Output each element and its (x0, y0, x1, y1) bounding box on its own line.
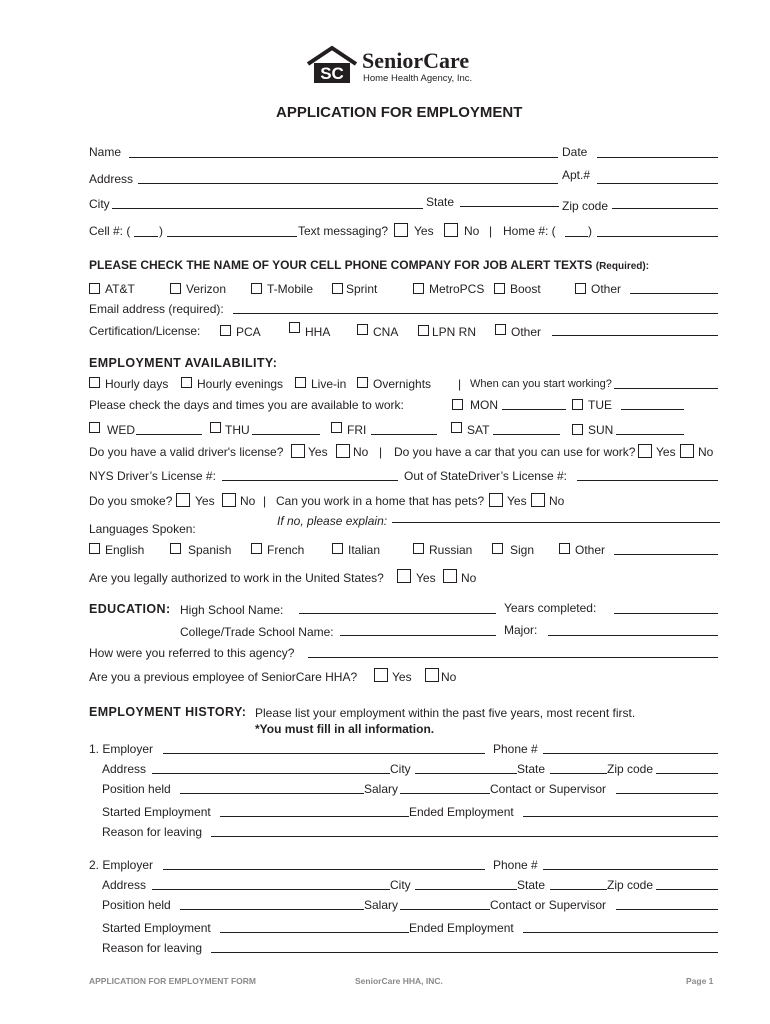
svg-text:Home Health Agency, Inc.: Home Health Agency, Inc. (363, 73, 473, 84)
employer-field[interactable] (163, 753, 485, 754)
carrier-verizon-label: Verizon (186, 282, 227, 296)
authorized-yes-label: Yes (416, 571, 436, 585)
day-sat-label: SAT (467, 423, 490, 437)
availability-heading: EMPLOYMENT AVAILABILITY: (89, 356, 278, 370)
cert-pca-label: PCA (236, 325, 261, 339)
employer-zip-field[interactable] (656, 889, 718, 890)
text-messaging-label: Text messaging? (298, 224, 389, 238)
day-tue-label: TUE (588, 398, 612, 412)
started-label: Started Employment (102, 805, 211, 819)
day-fri-label: FRI (347, 423, 367, 437)
name-field[interactable] (129, 157, 558, 158)
oos-license-field[interactable] (577, 480, 718, 481)
avail-live-in-checkbox[interactable] (295, 377, 306, 388)
license-no-checkbox[interactable] (336, 444, 350, 458)
separator: | (458, 377, 462, 391)
separator: | (489, 224, 493, 238)
avail-overnights-label: Overnights (373, 377, 432, 391)
day-thu-field[interactable] (252, 434, 320, 435)
zip-label: Zip code (562, 199, 609, 213)
date-field[interactable] (597, 157, 718, 158)
certification-label: Certification/License: (89, 324, 201, 338)
home-area-code-field[interactable] (565, 236, 588, 237)
pets-yes-label: Yes (507, 494, 527, 508)
major-field[interactable] (548, 635, 718, 636)
email-label: Email address (required): (89, 302, 224, 316)
text-messaging-no-label: No (464, 224, 480, 238)
lang-other-field[interactable] (614, 554, 718, 555)
education-heading: EDUCATION: (89, 602, 171, 616)
days-prompt: Please check the days and times you are available to work: (89, 398, 404, 412)
carrier-verizon-checkbox[interactable] (170, 283, 181, 294)
carrier-metropcs-checkbox[interactable] (413, 283, 424, 294)
carrier-att-label: AT&T (105, 282, 135, 296)
smoke-yes-label: Yes (195, 494, 215, 508)
position-label: Position held (102, 782, 171, 796)
previous-no-label: No (441, 670, 457, 684)
pets-no-label: No (549, 494, 565, 508)
carrier-heading: PLEASE CHECK THE NAME OF YOUR CELL PHONE COMPANY FOR JOB ALERT TEXTS (Required): (89, 258, 650, 272)
separator: | (263, 494, 267, 508)
day-sun-checkbox[interactable] (572, 424, 583, 435)
day-sun-field[interactable] (616, 434, 684, 435)
reason-label: Reason for leaving (102, 825, 203, 839)
nys-license-field[interactable] (222, 480, 398, 481)
salary-label: Salary (364, 782, 399, 796)
footer-company: SeniorCare HHA, INC. (355, 976, 443, 986)
authorized-question: Are you legally authorized to work in the United States? (89, 571, 384, 585)
previous-yes-checkbox[interactable] (374, 668, 388, 682)
day-tue-field[interactable] (621, 409, 684, 410)
ended-field[interactable] (523, 932, 718, 933)
carrier-att-checkbox[interactable] (89, 283, 100, 294)
college-label: College/Trade School Name: (180, 625, 334, 639)
lang-sign-label: Sign (510, 543, 535, 557)
smoke-no-checkbox[interactable] (222, 493, 236, 507)
carrier-metropcs-label: MetroPCS (429, 282, 485, 296)
apt-label: Apt.# (562, 168, 591, 182)
years-completed-label: Years completed: (504, 601, 597, 615)
phone-label: Phone # (493, 858, 538, 872)
carrier-sprint-label: Sprint (346, 282, 378, 296)
salary-label: Salary (364, 898, 399, 912)
cert-other-checkbox[interactable] (495, 324, 506, 335)
nys-license-label: NYS Driver’s License #: (89, 469, 216, 483)
day-fri-checkbox[interactable] (331, 422, 342, 433)
high-school-field[interactable] (299, 613, 496, 614)
contact-label: Contact or Supervisor (490, 782, 607, 796)
carrier-boost-label: Boost (510, 282, 541, 296)
pets-question: Can you work in a home that has pets? (276, 494, 485, 508)
carrier-other-field[interactable] (630, 293, 718, 294)
pets-yes-checkbox[interactable] (489, 493, 503, 507)
home-number-field[interactable] (597, 236, 718, 237)
authorized-no-label: No (461, 571, 477, 585)
cert-pca-checkbox[interactable] (220, 325, 231, 336)
license-yes-label: Yes (308, 445, 328, 459)
ended-field[interactable] (523, 816, 718, 817)
drivers-license-question: Do you have a valid driver's license? (89, 445, 284, 459)
license-yes-checkbox[interactable] (291, 444, 305, 458)
day-mon-checkbox[interactable] (452, 399, 463, 410)
phone-label: Phone # (493, 742, 538, 756)
lang-spanish-label: Spanish (188, 543, 232, 557)
previous-yes-label: Yes (392, 670, 412, 684)
employer-state-label: State (517, 878, 546, 892)
lang-french-checkbox[interactable] (251, 543, 262, 554)
reason-field[interactable] (211, 836, 718, 837)
years-completed-field[interactable] (614, 613, 718, 614)
day-wed-checkbox[interactable] (89, 422, 100, 433)
day-mon-field[interactable] (502, 409, 566, 410)
carrier-boost-checkbox[interactable] (494, 283, 505, 294)
company-logo (306, 44, 506, 86)
referred-question: How were you referred to this agency? (89, 646, 295, 660)
start-working-field[interactable] (614, 388, 718, 389)
day-wed-label: WED (107, 423, 135, 437)
contact-field[interactable] (616, 909, 718, 910)
cert-cna-label: CNA (373, 325, 399, 339)
oos-license-label: Out of StateDriver’s License #: (404, 469, 567, 483)
high-school-label: High School Name: (180, 603, 284, 617)
car-yes-checkbox[interactable] (638, 444, 652, 458)
history-must-fill: *You must fill in all information. (255, 722, 435, 736)
authorized-no-checkbox[interactable] (443, 569, 457, 583)
history-heading: EMPLOYMENT HISTORY: (89, 705, 247, 719)
car-question: Do you have a car that you can use for work? (394, 445, 636, 459)
position-field[interactable] (180, 909, 364, 910)
avail-overnights-checkbox[interactable] (357, 377, 368, 388)
text-messaging-yes-checkbox[interactable] (394, 223, 408, 237)
cert-cna-checkbox[interactable] (357, 324, 368, 335)
day-wed-field[interactable] (136, 434, 202, 435)
lang-russian-label: Russian (429, 543, 473, 557)
lang-french-label: French (267, 543, 305, 557)
employer-label: 1. Employer (89, 742, 154, 756)
cell-close: ) (159, 224, 163, 238)
ended-label: Ended Employment (409, 921, 514, 935)
footer-page-number: Page 1 (686, 976, 714, 986)
svg-text:SeniorCare: SeniorCare (362, 48, 470, 73)
license-no-label: No (353, 445, 369, 459)
carrier-tmobile-label: T-Mobile (267, 282, 314, 296)
footer-form-name: APPLICATION FOR EMPLOYMENT FORM (89, 976, 257, 986)
day-sat-field[interactable] (493, 434, 560, 435)
salary-field[interactable] (400, 909, 490, 910)
started-label: Started Employment (102, 921, 211, 935)
explain-field[interactable] (392, 522, 720, 523)
ended-label: Ended Employment (409, 805, 514, 819)
employer-address-label: Address (102, 878, 147, 892)
address-label: Address (89, 172, 134, 186)
salary-field[interactable] (400, 793, 490, 794)
state-label: State (426, 195, 455, 209)
position-field[interactable] (180, 793, 364, 794)
employer-zip-label: Zip code (607, 762, 654, 776)
cell-label: Cell #: ( (89, 224, 131, 238)
employer-address-label: Address (102, 762, 147, 776)
employer-state-field[interactable] (550, 889, 607, 890)
car-yes-label: Yes (656, 445, 676, 459)
home-close: ) (588, 224, 592, 238)
cell-number-field[interactable] (167, 236, 297, 237)
carrier-tmobile-checkbox[interactable] (251, 283, 262, 294)
major-label: Major: (504, 623, 538, 637)
employer-state-label: State (517, 762, 546, 776)
employer-zip-field[interactable] (656, 773, 718, 774)
zip-field[interactable] (612, 208, 718, 209)
lang-sign-checkbox[interactable] (492, 543, 503, 554)
contact-field[interactable] (616, 793, 718, 794)
reason-field[interactable] (211, 952, 718, 953)
day-thu-label: THU (225, 423, 250, 437)
name-label: Name (89, 145, 122, 159)
avail-hourly-evenings-label: Hourly evenings (197, 377, 284, 391)
carrier-other-checkbox[interactable] (575, 283, 586, 294)
employer-label: 2. Employer (89, 858, 154, 872)
apt-field[interactable] (597, 183, 718, 184)
lang-russian-checkbox[interactable] (413, 543, 424, 554)
cert-hha-label: HHA (305, 325, 331, 339)
started-field[interactable] (220, 816, 409, 817)
cell-area-code-field[interactable] (134, 236, 158, 237)
car-no-label: No (698, 445, 714, 459)
day-sat-checkbox[interactable] (451, 422, 462, 433)
contact-label: Contact or Supervisor (490, 898, 607, 912)
city-label: City (89, 197, 110, 211)
start-working-label: When can you start working? (470, 378, 612, 390)
svg-text:SC: SC (320, 64, 344, 83)
cert-other-field[interactable] (552, 335, 718, 336)
phone-field[interactable] (543, 869, 718, 870)
carrier-sprint-checkbox[interactable] (332, 283, 343, 294)
home-label: Home #: ( (503, 224, 556, 238)
employer-address-field[interactable] (152, 889, 390, 890)
separator: | (379, 445, 383, 459)
started-field[interactable] (220, 932, 409, 933)
city-field[interactable] (112, 208, 423, 209)
employer-zip-label: Zip code (607, 878, 654, 892)
cert-hha-checkbox[interactable] (289, 322, 300, 333)
pets-no-checkbox[interactable] (531, 493, 545, 507)
avail-hourly-evenings-checkbox[interactable] (181, 377, 192, 388)
lang-other-label: Other (575, 543, 606, 557)
employer-field[interactable] (163, 869, 485, 870)
lang-other-checkbox[interactable] (559, 543, 570, 554)
address-field[interactable] (138, 183, 558, 184)
smoke-yes-checkbox[interactable] (176, 493, 190, 507)
employer-city-label: City (390, 878, 411, 892)
avail-hourly-days-checkbox[interactable] (89, 377, 100, 388)
carrier-other-label: Other (591, 282, 622, 296)
smoke-no-label: No (240, 494, 256, 508)
referred-field[interactable] (308, 657, 718, 658)
email-field[interactable] (233, 313, 718, 314)
text-messaging-yes-label: Yes (414, 224, 434, 238)
lang-italian-label: Italian (348, 543, 381, 557)
cert-lpn-rn-label: LPN RN (432, 325, 477, 339)
day-thu-checkbox[interactable] (210, 422, 221, 433)
employer-city-field[interactable] (415, 889, 517, 890)
day-tue-checkbox[interactable] (572, 399, 583, 410)
cert-lpn-rn-checkbox[interactable] (418, 325, 429, 336)
explain-label: If no, please explain: (277, 514, 388, 528)
page-title: APPLICATION FOR EMPLOYMENT (276, 104, 523, 121)
employer-address-field[interactable] (152, 773, 390, 774)
car-no-checkbox[interactable] (680, 444, 694, 458)
day-fri-field[interactable] (371, 434, 437, 435)
employer-city-field[interactable] (415, 773, 517, 774)
lang-english-label: English (105, 543, 145, 557)
day-sun-label: SUN (588, 423, 614, 437)
lang-english-checkbox[interactable] (89, 543, 100, 554)
lang-italian-checkbox[interactable] (332, 543, 343, 554)
languages-label: Languages Spoken: (89, 522, 196, 536)
employer-city-label: City (390, 762, 411, 776)
previous-employee-question: Are you a previous employee of SeniorCare HHA? (89, 670, 358, 684)
employer-state-field[interactable] (550, 773, 607, 774)
date-label: Date (562, 145, 588, 159)
reason-label: Reason for leaving (102, 941, 203, 955)
college-field[interactable] (340, 635, 496, 636)
text-messaging-no-checkbox[interactable] (444, 223, 458, 237)
avail-live-in-label: Live-in (311, 377, 347, 391)
history-instruction: Please list your employment within the past five years, most recent first. (255, 706, 636, 720)
previous-no-checkbox[interactable] (425, 668, 439, 682)
cert-other-label: Other (511, 325, 542, 339)
position-label: Position held (102, 898, 171, 912)
phone-field[interactable] (543, 753, 718, 754)
state-field[interactable] (460, 206, 559, 207)
authorized-yes-checkbox[interactable] (397, 569, 411, 583)
avail-hourly-days-label: Hourly days (105, 377, 169, 391)
day-mon-label: MON (470, 398, 498, 412)
lang-spanish-checkbox[interactable] (170, 543, 181, 554)
smoke-question: Do you smoke? (89, 494, 173, 508)
